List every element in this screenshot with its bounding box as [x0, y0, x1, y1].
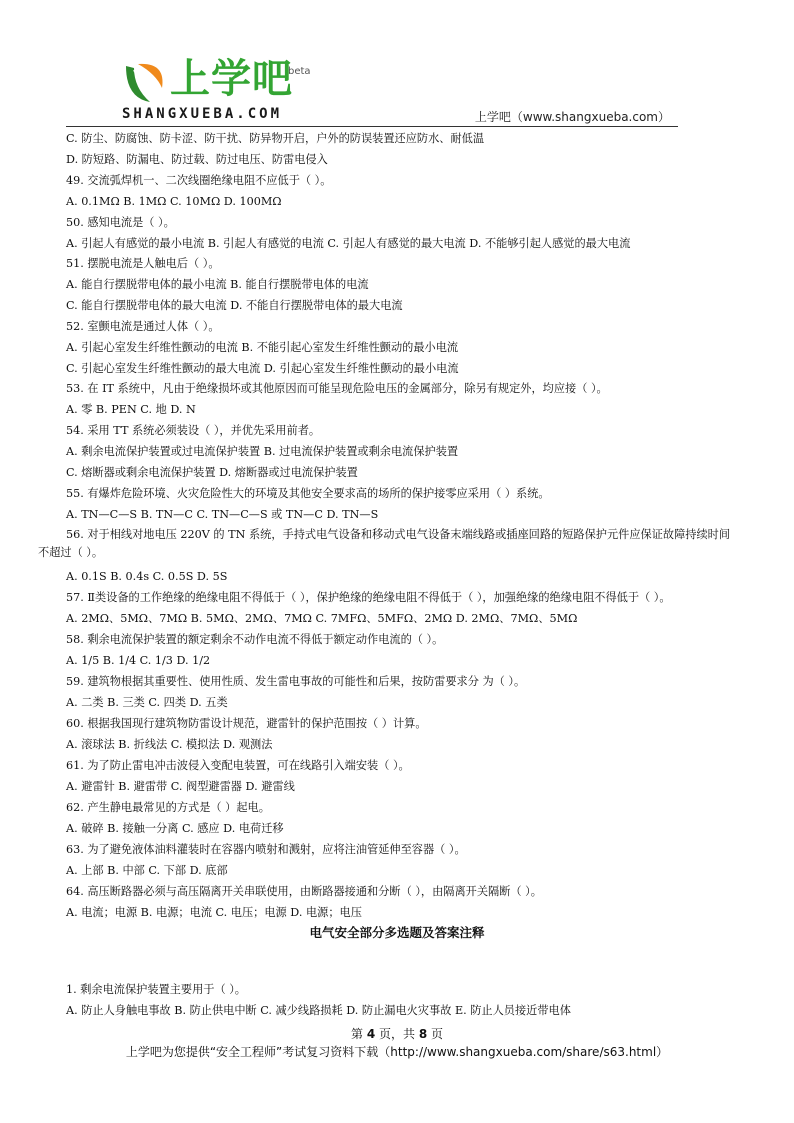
question: 63. 为了避免液体油料灌装时在容器内喷射和溅射，应将注油管延伸至容器（ ）。: [66, 843, 466, 856]
options: A. 0.1MΩ B. 1MΩ C. 10MΩ D. 100MΩ: [66, 195, 282, 208]
question: 1. 剩余电流保护装置主要用于（ ）。: [66, 983, 246, 996]
options: A. 能自行摆脱带电体的最小电流 B. 能自行摆脱带电体的电流: [66, 278, 369, 291]
question: 49. 交流弧焊机一、二次线圈绝缘电阻不应低于（ ）。: [66, 174, 332, 187]
options: C. 引起心室发生纤维性颤动的最大电流 D. 引起心室发生纤维性颤动的最小电流: [66, 362, 459, 375]
page-number: 第 4 页，共 8 页: [350, 1027, 443, 1041]
question: 55. 有爆炸危险环境、火灾危险性大的环境及其他安全要求高的场所的保护接零应采用（ ）系统。: [66, 487, 550, 500]
site-label: 上学吧（www.shangxueba.com）: [474, 110, 670, 124]
question: 59. 建筑物根据其重要性、使用性质、发生雷电事故的可能性和后果，按防雷要求分 为（ ）。: [66, 675, 526, 688]
options: A. 二类 B. 三类 C. 四类 D. 五类: [66, 696, 228, 709]
options: C. 熔断器或剩余电流保护装置 D. 熔断器或过电流保护装置: [66, 466, 358, 479]
options: A. 滚球法 B. 折线法 C. 模拟法 D. 观测法: [66, 738, 273, 751]
options: A. 零 B. PEN C. 地 D. N: [66, 403, 196, 416]
current-page: 4: [366, 1027, 376, 1041]
options: A. 剩余电流保护装置或过电流保护装置 B. 过电流保护装置或剩余电流保护装置: [66, 445, 459, 458]
options: A. 上部 B. 中部 C. 下部 D. 底部: [66, 864, 228, 877]
text-line: C. 防尘、防腐蚀、防卡涩、防干扰、防异物开启，户外的防误装置还应防水、耐低温: [66, 132, 485, 145]
question: 62. 产生静电最常见的方式是（ ）起电。: [66, 801, 270, 814]
question: 56. 对于相线对地电压 220V 的 TN 系统，手持式电气设备和移动式电气设备末端线路或插座回路的短路保护元件应保证故障持续时间不超过（ ）。: [38, 528, 731, 559]
question: 53. 在 IT 系统中，凡由于绝缘损坏或其他原因而可能呈现危险电压的金属部分，除另有规定外，均应接（ ）。: [66, 382, 608, 395]
question: 61. 为了防止雷电冲击波侵入变配电装置，可在线路引入端安装（ ）。: [66, 759, 410, 772]
question: 51. 摆脱电流是人触电后（ ）。: [66, 257, 220, 270]
section-title: 电气安全部分多选题及答案注释: [309, 925, 485, 940]
page-header: [0, 0, 794, 130]
options: A. 破碎 B. 接触一分离 C. 感应 D. 电荷迁移: [66, 822, 284, 835]
options: A. 避雷针 B. 避雷带 C. 阀型避雷器 D. 避雷线: [66, 780, 295, 793]
footer-source: 上学吧为您提供“安全工程师”考试复习资料下载（http://www.shangxueba.com/share/s63.html）: [125, 1045, 669, 1059]
logo-subtitle: SHANGXUEBA.COM: [122, 106, 283, 122]
options: A. 引起人有感觉的最小电流 B. 引起人有感觉的电流 C. 引起人有感觉的最大电流 D. 不能够引起人感觉的最大电流: [66, 237, 631, 250]
options: A. 2MΩ、5MΩ、7MΩ B. 5MΩ、2MΩ、7MΩ C. 7MFΩ、5MFΩ、2MΩ D. 2MΩ、7MΩ、5MΩ: [66, 612, 578, 625]
header-divider: [66, 126, 678, 127]
question: 54. 采用 TT 系统必须装设（ ），并优先采用前者。: [66, 424, 321, 437]
question: 60. 根据我国现行建筑物防雷设计规范，避雷针的保护范围按（ ）计算。: [66, 717, 427, 730]
logo-beta: beta: [288, 66, 311, 77]
question: 58. 剩余电流保护装置的额定剩余不动作电流不得低于额定动作电流的（ ）。: [66, 633, 444, 646]
options: C. 能自行摆脱带电体的最大电流 D. 不能自行摆脱带电体的最大电流: [66, 299, 403, 312]
options: A. 引起心室发生纤维性颤动的电流 B. 不能引起心室发生纤维性颤动的最小电流: [66, 341, 459, 354]
logo-text: 上学吧: [170, 56, 293, 102]
total-pages: 8: [418, 1027, 428, 1041]
question: 57. Ⅱ类设备的工作绝缘的绝缘电阻不得低于（ ），保护绝缘的绝缘电阻不得低于（ ），加强绝缘的绝缘电阻不得低于（ ）。: [66, 591, 671, 604]
options: A. 电流；电源 B. 电源；电流 C. 电压；电源 D. 电源；电压: [66, 906, 362, 919]
options: A. TN—C—S B. TN—C C. TN—C—S 或 TN—C D. TN—S: [66, 508, 379, 521]
options: A. 0.1S B. 0.4s C. 0.5S D. 5S: [66, 570, 228, 583]
options: A. 1/5 B. 1/4 C. 1/3 D. 1/2: [66, 654, 211, 667]
text-line: D. 防短路、防漏电、防过载、防过电压、防雷电侵入: [66, 153, 328, 166]
question: 64. 高压断路器必须与高压隔离开关串联使用，由断路器接通和分断（ ），由隔离开关隔断（ ）。: [66, 885, 542, 898]
options: A. 防止人身触电事故 B. 防止供电中断 C. 减少线路损耗 D. 防止漏电火灾事故 E. 防止人员接近带电体: [66, 1004, 571, 1017]
question: 52. 室颤电流是通过人体（ ）。: [66, 320, 220, 333]
leaf-logo-icon: [120, 58, 168, 106]
question: 50. 感知电流是（ ）。: [66, 216, 175, 229]
